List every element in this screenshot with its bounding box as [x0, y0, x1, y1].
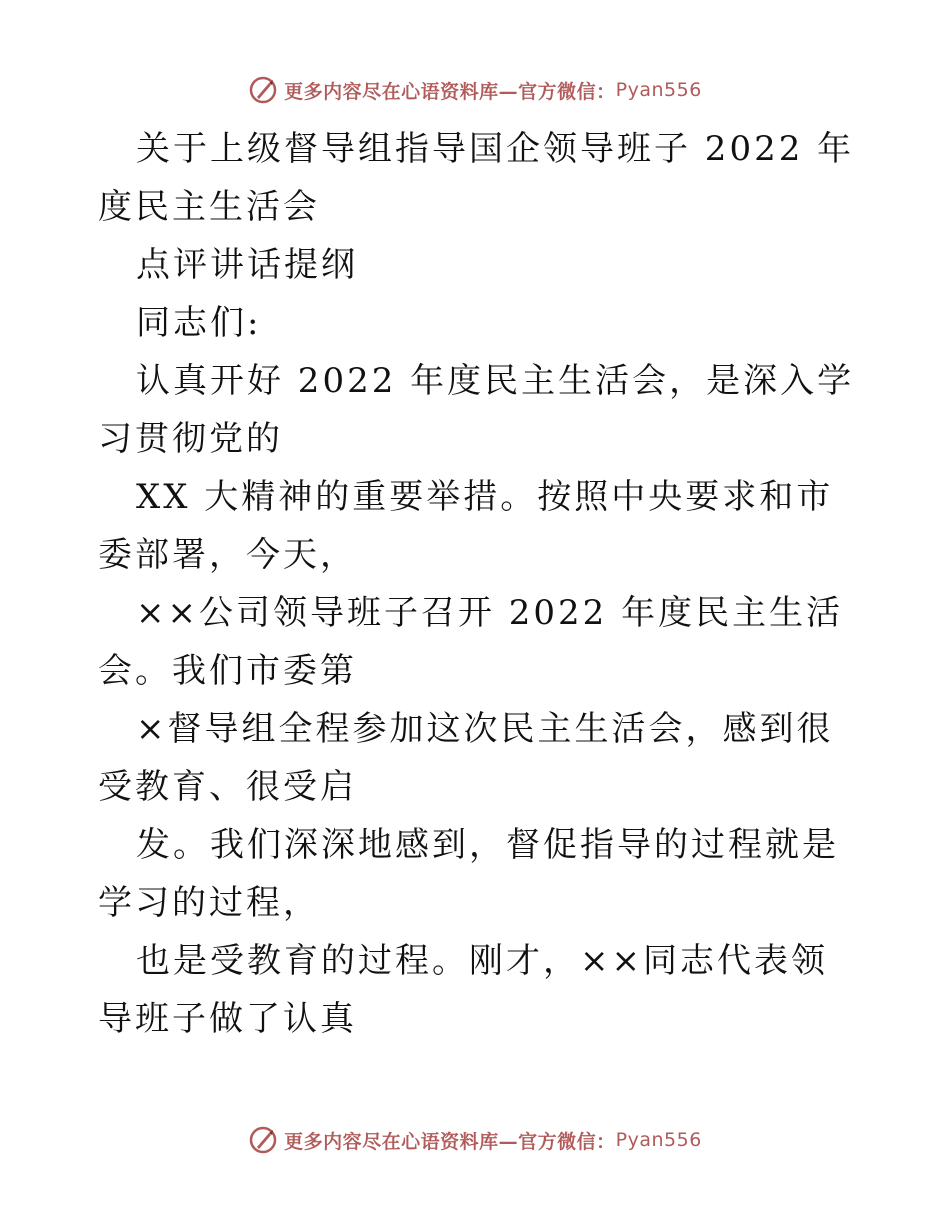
watermark-text: 更多内容尽在心语资料库—官方微信：	[284, 80, 616, 103]
watermark-wechat-id: Pyan556	[615, 79, 702, 101]
quill-logo-icon	[248, 75, 278, 105]
paragraph-subtitle: 点评讲话提纲	[136, 245, 358, 285]
paragraph: 也是受教育的过程。刚才，××同志代表领导班子做了认真	[98, 941, 828, 1039]
watermark-wechat-id: Pyan556	[615, 1129, 702, 1151]
watermark-text: 更多内容尽在心语资料库—官方微信：	[284, 1130, 616, 1153]
document-body	[98, 120, 858, 1048]
footer-watermark	[0, 1120, 950, 1160]
paragraph: 发。我们深深地感到，督促指导的过程就是学习的过程，	[98, 825, 839, 923]
header-watermark	[0, 70, 950, 110]
paragraph: XX 大精神的重要举措。按照中央要求和市委部署，今天，	[98, 477, 834, 575]
paragraph: ×督导组全程参加这次民主生活会，感到很受教育、很受启	[98, 709, 834, 807]
paragraph-salutation: 同志们:	[136, 303, 262, 343]
quill-logo-icon	[248, 1125, 278, 1155]
paragraph-title: 关于上级督导组指导国企领导班子 2022 年度民主生活会	[98, 129, 855, 227]
paragraph: ××公司领导班子召开 2022 年度民主生活会。我们市委第	[98, 593, 844, 691]
paragraph: 认真开好 2022 年度民主生活会，是深入学习贯彻党的	[98, 361, 855, 459]
